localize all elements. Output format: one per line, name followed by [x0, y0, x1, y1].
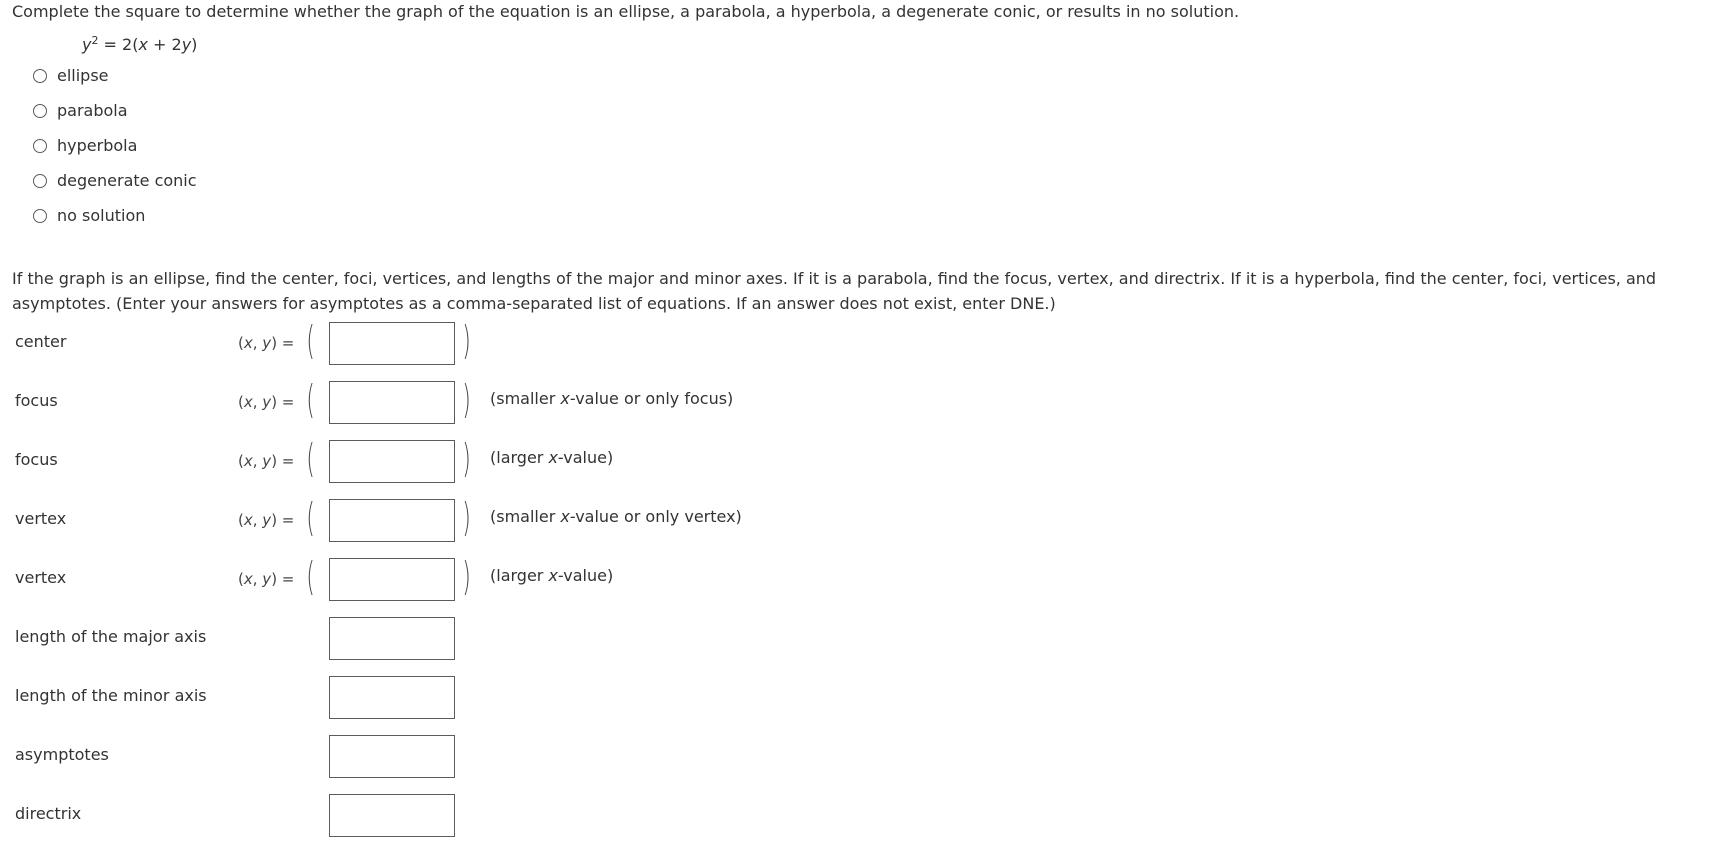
row-asymptotes [0, 734, 1711, 778]
major-axis-input[interactable] [329, 617, 455, 660]
row-label: directrix [15, 804, 82, 823]
hint-var: x [560, 389, 570, 408]
close-paren: ) [462, 496, 471, 541]
y-var: y [262, 511, 272, 529]
open-paren: ( [306, 319, 315, 364]
option-degenerate-conic[interactable] [33, 163, 197, 198]
radio-button[interactable] [33, 174, 47, 188]
open-paren: ( [306, 378, 315, 423]
xy-label: (x, y) = [238, 511, 295, 529]
hint-pre: (larger [490, 448, 549, 467]
focus-larger-input[interactable] [329, 440, 455, 483]
xy-suffix: ) = [271, 393, 295, 411]
option-label: no solution [57, 205, 146, 225]
xy-suffix: ) = [271, 452, 295, 470]
y-var: y [262, 452, 272, 470]
close-paren: ) [462, 437, 471, 482]
open-paren: ( [306, 437, 315, 482]
x-var: x [243, 452, 253, 470]
hint-text [490, 448, 613, 468]
row-label: vertex [15, 509, 67, 528]
open-paren: ( [306, 555, 315, 600]
close-paren: ) [462, 378, 471, 423]
xy-comma: , [252, 452, 263, 470]
row-vertex-larger [0, 557, 1711, 601]
focus-smaller-input[interactable] [329, 381, 455, 424]
xy-suffix: ) = [271, 334, 295, 352]
hint-text [490, 507, 742, 527]
equation [82, 34, 197, 56]
y-var: y [262, 393, 272, 411]
x-var: x [243, 570, 253, 588]
radio-button[interactable] [33, 104, 47, 118]
x-var: x [243, 393, 253, 411]
row-label: vertex [15, 568, 67, 587]
option-ellipse[interactable] [33, 58, 197, 93]
xy-suffix: ) = [271, 570, 295, 588]
x-var: x [243, 511, 253, 529]
option-no-solution[interactable] [33, 198, 197, 233]
xy-suffix: ) = [271, 511, 295, 529]
xy-comma: , [252, 570, 263, 588]
option-label: degenerate conic [57, 170, 197, 190]
hint-post: -value or only focus) [569, 389, 734, 408]
equation-plus: + 2 [147, 35, 182, 54]
row-directrix [0, 793, 1711, 837]
hint-text [490, 566, 613, 586]
xy-label: (x, y) = [238, 334, 295, 352]
hint-var: x [548, 566, 558, 585]
equation-x: x [138, 35, 148, 54]
xy-comma: , [252, 393, 263, 411]
center-input[interactable] [329, 322, 455, 365]
question-prompt: Complete the square to determine whether the graph of the equation is an ellipse, a parabola, a hyperbola, a degenerate conic, or results in no solution. [12, 2, 1240, 21]
row-label: length of the minor axis [15, 686, 207, 705]
radio-button[interactable] [33, 209, 47, 223]
option-label: hyperbola [57, 135, 138, 155]
xy-label: (x, y) = [238, 393, 295, 411]
close-paren: ) [462, 319, 471, 364]
equation-exponent: 2 [91, 34, 99, 47]
y-var: y [262, 570, 272, 588]
hint-text [490, 389, 733, 409]
equation-lhs-var: y [82, 35, 92, 54]
row-label: focus [15, 450, 58, 469]
radio-button[interactable] [33, 69, 47, 83]
row-major-axis [0, 616, 1711, 660]
open-paren: ( [306, 496, 315, 541]
asymptotes-input[interactable] [329, 735, 455, 778]
row-focus-smaller [0, 380, 1711, 424]
xy-label: (x, y) = [238, 570, 295, 588]
conic-type-options [33, 65, 197, 240]
hint-post: -value) [557, 448, 614, 467]
row-center [0, 321, 1711, 365]
equation-close: ) [191, 35, 198, 54]
row-label: center [15, 332, 67, 351]
hint-post: -value) [557, 566, 614, 585]
instructions: If the graph is an ellipse, find the center, foci, vertices, and lengths of the major and minor axes. If it is a parabola, find the focus, vertex, and directrix. If it is a hyperbola, find the center, foci, vertices, and asymptotes. (Enter your answers for asymptotes as a comma-separated list of equations. If an answer does not exist, enter DNE.) [12, 269, 1657, 313]
row-minor-axis [0, 675, 1711, 719]
hint-pre: (smaller [490, 389, 561, 408]
row-label: asymptotes [15, 745, 109, 764]
row-label: focus [15, 391, 58, 410]
hint-post: -value or only vertex) [569, 507, 742, 526]
y-var: y [262, 334, 272, 352]
option-hyperbola[interactable] [33, 128, 197, 163]
close-paren: ) [462, 555, 471, 600]
vertex-smaller-input[interactable] [329, 499, 455, 542]
xy-comma: , [252, 511, 263, 529]
hint-var: x [548, 448, 558, 467]
row-vertex-smaller [0, 498, 1711, 542]
option-parabola[interactable] [33, 93, 197, 128]
option-label: parabola [57, 100, 128, 120]
equation-y: y [181, 35, 192, 54]
directrix-input[interactable] [329, 794, 455, 837]
xy-label: (x, y) = [238, 452, 295, 470]
minor-axis-input[interactable] [329, 676, 455, 719]
vertex-larger-input[interactable] [329, 558, 455, 601]
option-label: ellipse [57, 65, 109, 85]
row-label: length of the major axis [15, 627, 207, 646]
hint-pre: (smaller [490, 507, 561, 526]
radio-button[interactable] [33, 139, 47, 153]
equation-middle: = 2( [98, 35, 139, 54]
hint-var: x [560, 507, 570, 526]
row-focus-larger [0, 439, 1711, 483]
xy-comma: , [252, 334, 263, 352]
x-var: x [243, 334, 253, 352]
hint-pre: (larger [490, 566, 549, 585]
